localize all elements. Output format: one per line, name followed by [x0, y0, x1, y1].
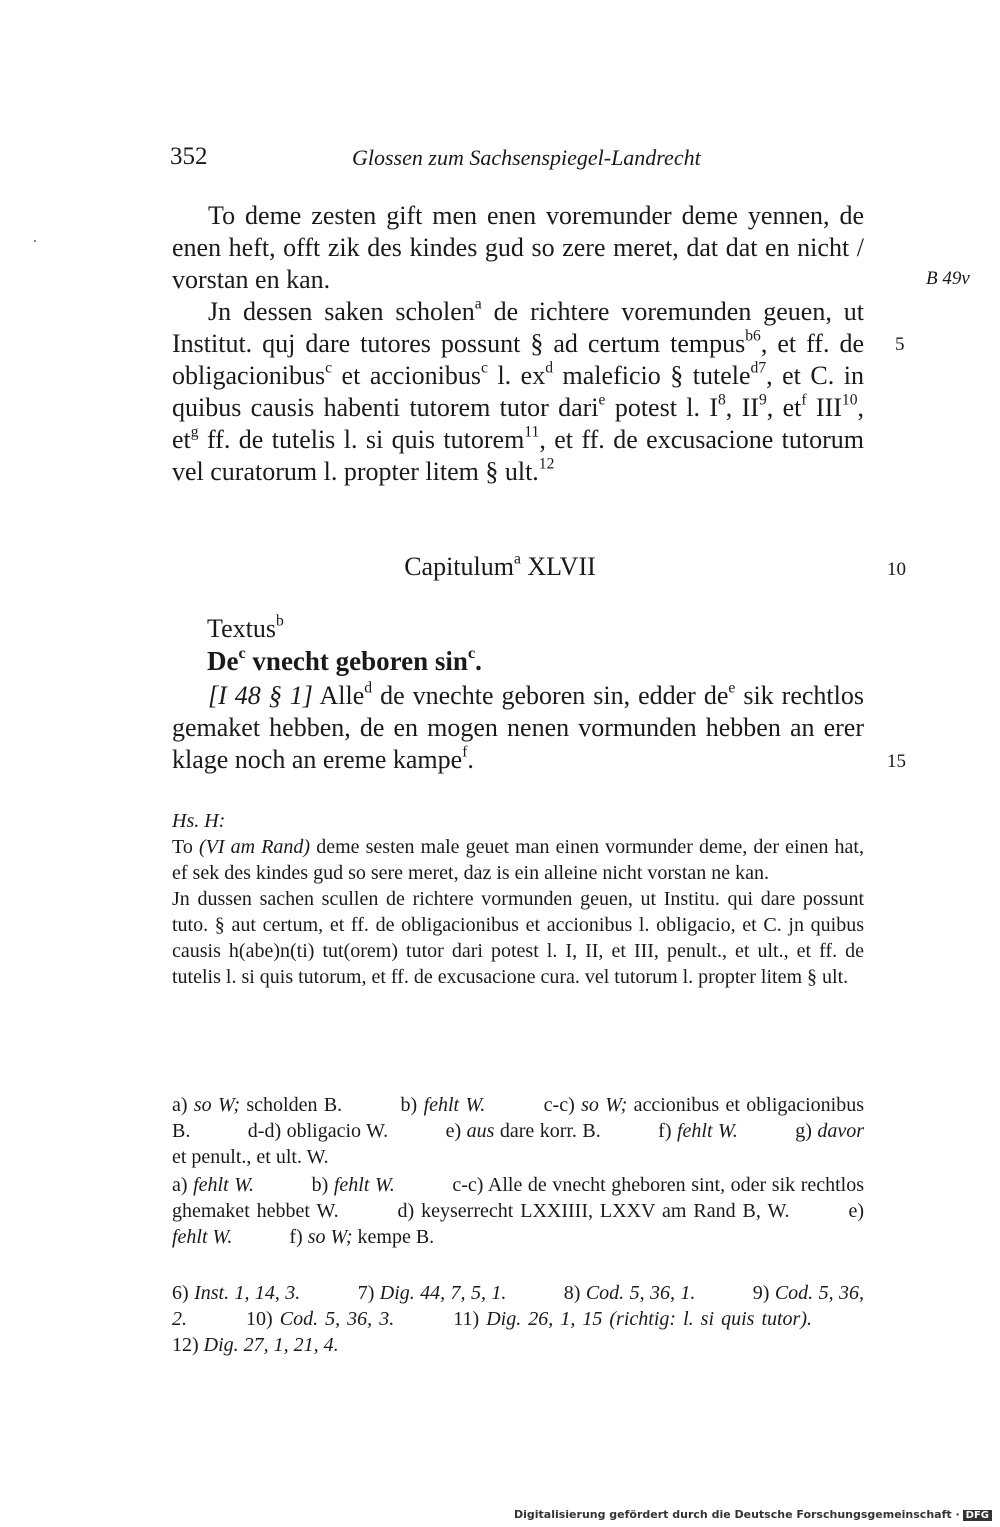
apparatus-footnotes-a — [172, 1092, 864, 1170]
footnote-1: 7) Dig. 44, 7, 5, 1. — [357, 1282, 507, 1304]
footnote-1: b) fehlt W. — [311, 1174, 395, 1196]
footnote-6: 12) Dig. 27, 1, 21, 4. — [172, 1334, 339, 1356]
footnote-3: d) keyserrecht LXXIIII, LXXV am Rand B, W. — [397, 1200, 790, 1222]
footnote-2: c-c) Alle de vnecht gheboren sint, oder sik rechtlos ghemaket hebbet W. — [172, 1174, 865, 1222]
footnote-4: 10) Cod. 5, 36, 3. — [246, 1308, 395, 1330]
footnote-5: 11) Dig. 26, 1, 15 (richtig: l. si quis tutor). — [453, 1308, 813, 1330]
footnote-0: a) so W; scholden B. — [172, 1094, 343, 1116]
footnote-5: f) so W; kempe B. — [289, 1226, 435, 1248]
footnote-3: 9) Cod. 5, 36, 2. — [172, 1282, 864, 1330]
footnote-3: d-d) obligacio W. — [247, 1120, 389, 1142]
footnote-2: 8) Cod. 5, 36, 1. — [563, 1282, 696, 1304]
manuscript-label: Hs. H: — [172, 810, 226, 832]
manuscript-h-variant: Hs. H: To (VI am Rand) deme sesten male geuet man einen vormunder deme, der einen hat, ef sek des kindes gud so sere meret, daz is ein alleine nicht vorstan ne kan. Jn dussen sachen scullen de richtere vormunden geuen, ut Institu. qui dare possunt tuto. § aut certum, et ff. de obligacionibus et accionibus l. obligacio, et C. jn quibus causis h(abe)n(ti) tut(orem) tutor dari potest l. I, II, et III, penult., et ult., et ff. de tutelis l. si quis tutorum, et ff. de excusacione cura. vel tutorum l. propter litem § ult. — [172, 810, 864, 988]
page-number: 352 — [170, 143, 208, 170]
footnote-5: f) fehlt W. — [658, 1120, 738, 1142]
line-number-10: 10 — [887, 559, 906, 580]
gloss-text — [172, 200, 864, 488]
rubric: De$^c$ vnecht geboren $\sin^c$. — [207, 643, 482, 676]
chapter-heading: Capitulum$^a$ XLVII — [404, 550, 596, 581]
footnote-6: g) davor et penult., et ult. W. — [172, 1120, 865, 1168]
running-title: Glossen zum Sachsenspiegel-Landrecht — [352, 145, 701, 170]
line-number-5: 5 — [895, 334, 905, 355]
folio-reference: B 49v — [926, 268, 970, 289]
dfg-logo: DFG — [963, 1510, 992, 1521]
source-reference: [I 48 § 1] — [208, 681, 313, 710]
textus-label: Textus$^b$ — [207, 612, 284, 643]
footnote-4: e) fehlt W. — [172, 1200, 864, 1248]
footnote-4: e) aus dare korr. B. — [445, 1120, 601, 1142]
source-footnotes — [172, 1280, 864, 1358]
chapter-text: [I 48 § 1] Alle$^d$ de vnechte geboren sin, edder $de^e$ sik rechtlos gemaket hebben, de en mogen nenen vormunden hebben an erer klage noch an ereme kampe$^f$. — [172, 679, 864, 774]
line-number-15: 15 — [887, 751, 906, 772]
footnote-0: 6) Inst. 1, 14, 3. — [172, 1282, 301, 1304]
footnote-0: a) fehlt W. — [172, 1174, 255, 1196]
dfg-credit: Digitalisierung gefördert durch die Deutsche Forschungsgemeinschaft · DFG — [514, 1508, 992, 1521]
scan-speck — [34, 240, 36, 242]
footnote-1: b) fehlt W. — [400, 1094, 486, 1116]
apparatus-footnotes-b — [172, 1172, 864, 1250]
margin-remark: (VI am Rand) — [198, 836, 311, 858]
footnote-2: c-c) so W; accionibus et obligacionibus B. — [172, 1094, 865, 1142]
gloss-paragraph-2: Jn dessen saken scholen$^a$ de richtere voremunden geuen, ut Institut. quj dare tutores possunt § ad certum tempus$^{b6}$, et ff. de obligacionibus$^c$ et accionibus$^c$ l. $ex^d$ maleficio § tutele$^{d7}$, et C. in quibus causis habenti tutorem tutor dari$^e$ potest l. $I^8$, $II^9$, $et^f$ III$^{10}$, $et^g$ ff. de tutelis l. si quis tutorem$^{11}$, et ff. de excusacione tutorum vel curatorum l. propter litem § ult.$^{12}$ — [172, 295, 864, 486]
gloss-paragraph-1: To deme zesten gift men enen voremunder deme yennen, de enen heft, offt zik des kindes gud so zere meret, dat dat en nicht / vorstan en kan. — [172, 201, 864, 294]
